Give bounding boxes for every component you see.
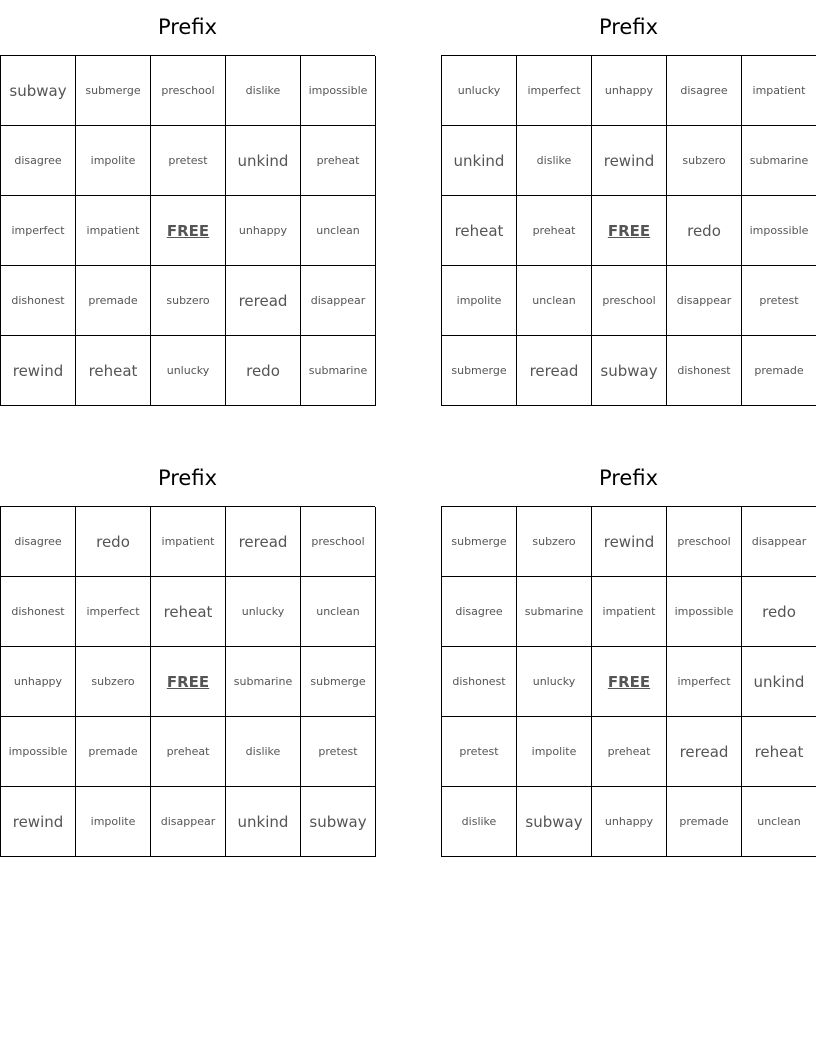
free-space: FREE (592, 647, 667, 717)
bingo-cell: premade (667, 787, 742, 857)
bingo-cell: unhappy (592, 56, 667, 126)
bingo-cell: reheat (76, 336, 151, 406)
bingo-cell: unhappy (226, 196, 301, 266)
bingo-cell: reheat (442, 196, 517, 266)
bingo-cell: unhappy (1, 647, 76, 717)
bingo-cell: submerge (442, 507, 517, 577)
bingo-cell: impolite (517, 717, 592, 787)
bingo-cell: disappear (742, 507, 816, 577)
bingo-cell: subway (592, 336, 667, 406)
bingo-cell: unlucky (226, 577, 301, 647)
bingo-cell: premade (76, 717, 151, 787)
bingo-cell: preheat (517, 196, 592, 266)
bingo-cell: reheat (151, 577, 226, 647)
bingo-cell: disagree (1, 507, 76, 577)
bingo-cell: impatient (151, 507, 226, 577)
bingo-cell: subway (517, 787, 592, 857)
bingo-cell: preheat (592, 717, 667, 787)
bingo-cell: rewind (1, 336, 76, 406)
bingo-cell: unkind (442, 126, 517, 196)
bingo-cell: unclean (301, 577, 376, 647)
bingo-cell: disagree (1, 126, 76, 196)
bingo-cell: reread (226, 507, 301, 577)
bingo-cell: preheat (151, 717, 226, 787)
bingo-cell: impolite (442, 266, 517, 336)
bingo-grid (441, 55, 816, 406)
bingo-cell: unhappy (592, 787, 667, 857)
bingo-cell: redo (76, 507, 151, 577)
bingo-cell: preheat (301, 126, 376, 196)
bingo-cell: imperfect (1, 196, 76, 266)
bingo-cell: premade (742, 336, 816, 406)
bingo-cell: dishonest (667, 336, 742, 406)
bingo-cell: disagree (667, 56, 742, 126)
card-title: Prefix (157, 466, 218, 490)
bingo-cell: imperfect (76, 577, 151, 647)
bingo-cell: reread (667, 717, 742, 787)
bingo-cell: disappear (667, 266, 742, 336)
bingo-cell: pretest (442, 717, 517, 787)
bingo-cell: disagree (442, 577, 517, 647)
bingo-cell: subzero (76, 647, 151, 717)
bingo-cell: imperfect (517, 56, 592, 126)
bingo-cell: preschool (667, 507, 742, 577)
bingo-cell: impossible (301, 56, 376, 126)
bingo-grid (0, 506, 375, 857)
bingo-cell: imperfect (667, 647, 742, 717)
bingo-cell: dislike (517, 126, 592, 196)
bingo-cell: pretest (151, 126, 226, 196)
bingo-cell: preschool (151, 56, 226, 126)
bingo-cell: dislike (442, 787, 517, 857)
bingo-card-1 (0, 0, 375, 406)
bingo-cell: unkind (226, 787, 301, 857)
bingo-cell: unkind (742, 647, 816, 717)
bingo-cell: subway (1, 56, 76, 126)
bingo-cell: submerge (76, 56, 151, 126)
card-title: Prefix (598, 15, 659, 39)
bingo-cell: unclean (301, 196, 376, 266)
free-space: FREE (151, 196, 226, 266)
bingo-cell: unkind (226, 126, 301, 196)
bingo-cell: rewind (1, 787, 76, 857)
bingo-cell: impolite (76, 787, 151, 857)
bingo-cell: impatient (76, 196, 151, 266)
bingo-cell: dishonest (1, 266, 76, 336)
bingo-cell: reheat (742, 717, 816, 787)
bingo-cell: dislike (226, 56, 301, 126)
bingo-cell: subway (301, 787, 376, 857)
free-space: FREE (151, 647, 226, 717)
bingo-grid (0, 55, 375, 406)
bingo-card-2 (441, 0, 816, 406)
bingo-card-4 (441, 451, 816, 857)
bingo-cell: dishonest (1, 577, 76, 647)
bingo-cell: submerge (442, 336, 517, 406)
bingo-cell: impossible (742, 196, 816, 266)
bingo-cell: submarine (226, 647, 301, 717)
bingo-cell: subzero (151, 266, 226, 336)
bingo-cell: subzero (667, 126, 742, 196)
bingo-cell: disappear (151, 787, 226, 857)
bingo-cell: submarine (301, 336, 376, 406)
bingo-cell: redo (226, 336, 301, 406)
bingo-cell: redo (667, 196, 742, 266)
bingo-cell: impossible (1, 717, 76, 787)
bingo-cell: subzero (517, 507, 592, 577)
bingo-cell: submarine (742, 126, 816, 196)
bingo-cell: reread (517, 336, 592, 406)
bingo-cell: impossible (667, 577, 742, 647)
bingo-cell: impatient (592, 577, 667, 647)
bingo-cell: unlucky (151, 336, 226, 406)
bingo-cell: submarine (517, 577, 592, 647)
bingo-cell: rewind (592, 507, 667, 577)
bingo-cell: reread (226, 266, 301, 336)
bingo-cell: unclean (742, 787, 816, 857)
bingo-cell: unclean (517, 266, 592, 336)
bingo-cell: dislike (226, 717, 301, 787)
bingo-cell: impatient (742, 56, 816, 126)
bingo-cell: pretest (742, 266, 816, 336)
bingo-cell: preschool (301, 507, 376, 577)
bingo-cell: pretest (301, 717, 376, 787)
bingo-cell: premade (76, 266, 151, 336)
bingo-cell: redo (742, 577, 816, 647)
card-title: Prefix (598, 466, 659, 490)
card-title: Prefix (157, 15, 218, 39)
bingo-cell: rewind (592, 126, 667, 196)
bingo-cell: disappear (301, 266, 376, 336)
bingo-cell: submerge (301, 647, 376, 717)
bingo-cell: preschool (592, 266, 667, 336)
bingo-cell: impolite (76, 126, 151, 196)
bingo-cell: dishonest (442, 647, 517, 717)
bingo-cell: unlucky (442, 56, 517, 126)
bingo-cell: unlucky (517, 647, 592, 717)
free-space: FREE (592, 196, 667, 266)
bingo-card-3 (0, 451, 375, 857)
bingo-grid (441, 506, 816, 857)
